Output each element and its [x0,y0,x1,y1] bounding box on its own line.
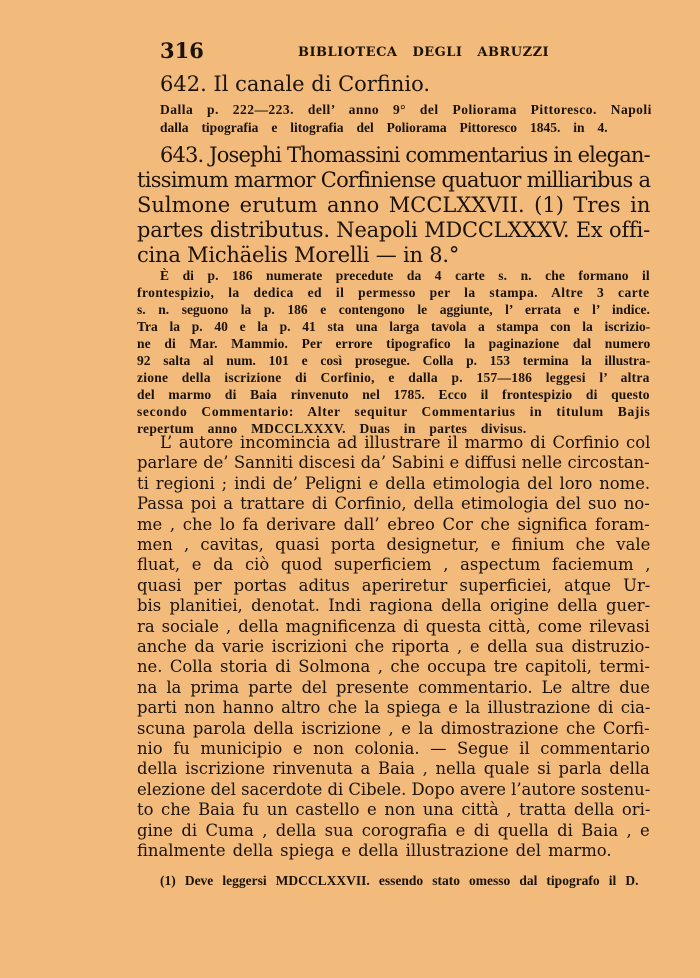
entry-643-note-line: secondo Commentario: Alter sequitur Commentarius in titulum Bajis [137,404,651,419]
running-title: BIBLIOTECA DEGLI ABRUZZI [298,45,550,60]
body-text-line: parti non hanno altro che la spiega e la illustrazione di cia- [137,698,651,718]
entry-642-title: 642. Il canale di Corfinio. [160,72,431,96]
entry-643-title-line: 643. Josephi Thomassini commentarius in elegan- [160,143,650,167]
entry-643-note-line: repertum anno MDCCLXXXV. Duas in partes divisus. [137,421,527,436]
body-text-line: gine di Cuma , della sua corografia e di quella di Baia , e [137,820,650,840]
body-text-line: della iscrizione rinvenuta a Baia , nella quale si parla della [137,759,650,779]
footnote: (1) Deve leggersi MDCCLXXVII. essendo stato omesso dal tipografo il D. [160,873,639,888]
entry-643-title-line: tissimum marmor Corfiniense quatuor milliaribus a [137,168,651,192]
entry-643-note-line: È di p. 186 numerate precedute da 4 carte s. n. che formano il [160,268,650,283]
entry-642-note-line: dalla tipografia e litografia del Poliorama Pittoresco 1845. in 4. [160,120,608,135]
body-text-line: L’ autore incomincia ad illustrare il marmo di Corfinio col [160,433,651,452]
body-text-line: parlare de’ Sanniti discesi da’ Sabini e diffusi nelle circostan- [137,453,650,473]
body-text-line: nio fu municipio e non colonia. — Segue il commentario [137,739,650,758]
page-number: 316 [160,38,204,63]
body-text-line: finalmente della spiega e della illustrazione del marmo. [137,841,612,860]
entry-643-title-line: cina Michäelis Morelli — in 8.° [137,243,460,267]
body-text-line: to che Baia fu un castello e non una città , tratta della ori- [137,800,651,820]
body-text-line: anche da varie iscrizioni che riporta , e della sua distruzio- [137,637,650,656]
entry-642-note-line: Dalla p. 222—223. dell’ anno 9° del Poliorama Pittoresco. Napoli [160,102,652,117]
body-text-line: Passa poi a trattare di Corfinio, della etimologia del suo no- [137,494,650,514]
body-text-line: quasi per portas aditus aperiretur superficiei, atque Ur- [137,575,651,595]
page-header [160,38,656,66]
entry-643-note-line: del marmo di Baia rinvenuto nel 1785. Ecco il frontespizio di questo [137,387,650,402]
body-text-line: elezione del sacerdote di Cibele. Dopo avere l’autore sostenu- [137,779,651,799]
entry-643-note-line: ne di Mar. Mammio. Per errore tipografico la paginazione dal numero [137,336,651,351]
body-text-line: na la prima parte del presente commentario. Le altre due [137,677,651,697]
entry-643-note-line: Tra la p. 40 e la p. 41 sta una larga tavola a stampa con la iscrizio- [137,319,651,334]
body-text-line: men , cavitas, quasi porta designetur, e finium che vale [137,535,651,554]
body-text-line: ne. Colla storia di Solmona , che occupa tre capitoli, termi- [137,657,650,677]
body-text-line: bis planitiei, denotat. Indi ragiona della origine della guer- [137,596,651,616]
entry-643-note-line: frontespizio, la dedica ed il permesso per la stampa. Altre 3 carte [137,285,650,300]
entry-643-title-line: Sulmone erutum anno MCCLXXVII. (1) Tres in [137,193,651,217]
entry-643-note-line: zione della iscrizione di Corfinio, e dalla p. 157—186 leggesi l’ altra [137,370,650,385]
entry-643-note-line: 92 salta al num. 101 e così prosegue. Colla p. 153 termina la illustra- [137,353,651,368]
body-text-line: scuna parola della iscrizione , e la dimostrazione che Corfi- [137,718,650,738]
body-text-line: me , che lo fa derivare dall’ ebreo Cor che significa foram- [137,514,650,534]
body-text-line: ra sociale , della magnificenza di questa città, come rilevasi [137,616,650,636]
body-text-line: fluat, e da ciò quod superficiem , aspectum faciemum , [137,555,651,575]
entry-643-title-line: partes distributus. Neapoli MDCCLXXXV. Ex offi- [137,218,650,242]
entry-643-note-line: s. n. seguono la p. 186 e contengono le aggiunte, l’ errata e l’ indice. [137,302,650,317]
body-text-line: ti regioni ; indi de’ Peligni e della etimologia del loro nome. [137,473,651,493]
